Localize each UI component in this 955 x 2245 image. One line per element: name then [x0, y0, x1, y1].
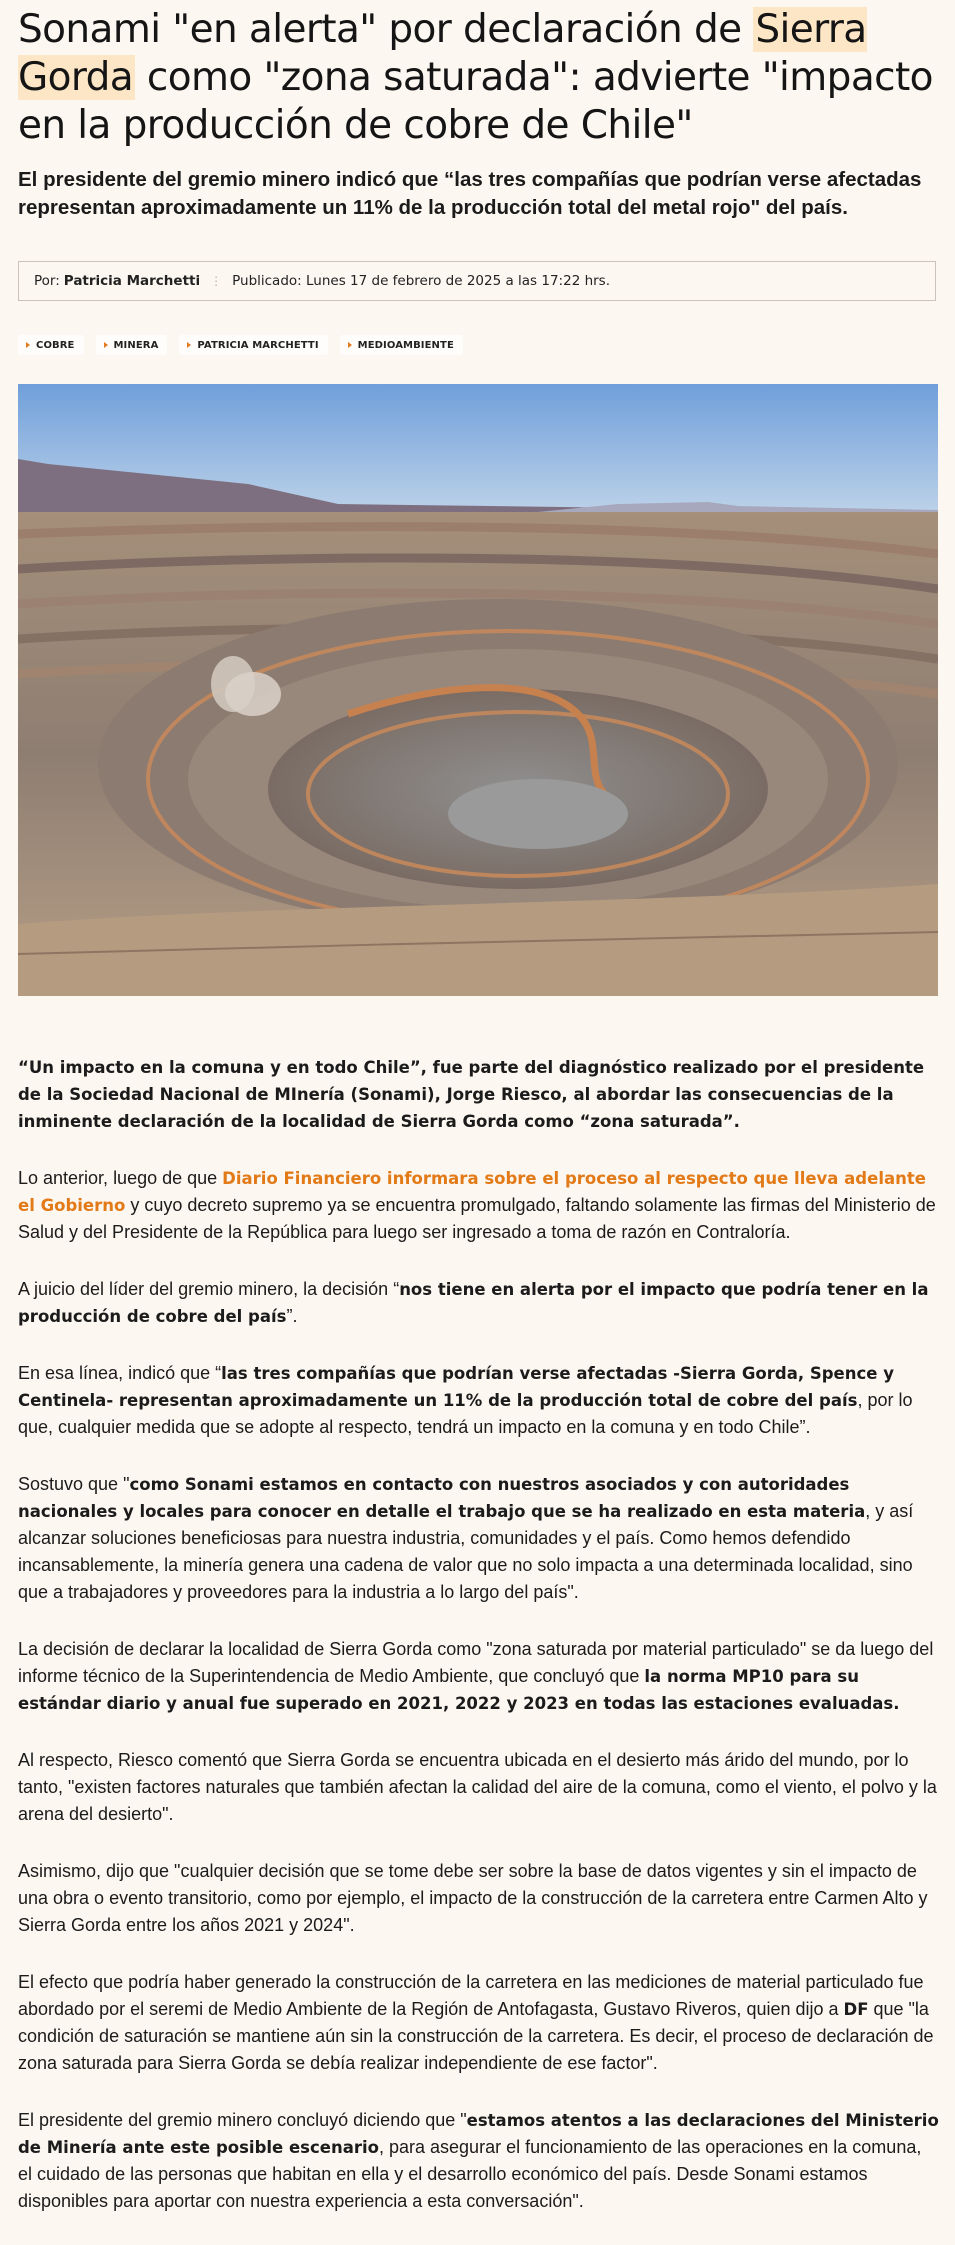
paragraph-text: que "la condición de saturación se mantiene aún sin la construcción de la carretera. Es decir, el proceso de declaración de zona saturada para Sierra Gorda se debía realizar independiente de ese factor".	[18, 1999, 934, 2073]
tag-label: COBRE	[36, 339, 75, 351]
triangle-icon	[348, 342, 352, 348]
paragraph-7: Al respecto, Riesco comentó que Sierra Gorda se encuentra ubicada en el desierto más árido del mundo, por lo tanto, "existen factores naturales que también afectan la calidad del aire de la comuna, como el viento, el polvo y la arena del desierto".	[18, 1750, 937, 1824]
paragraph-2	[18, 1165, 940, 1246]
tag-patricia-marchetti[interactable]	[179, 335, 327, 355]
open-pit-mine-photo	[18, 384, 938, 996]
tag-minera[interactable]	[96, 335, 168, 355]
publish-date: Publicado: Lunes 17 de febrero de 2025 a las 17:22 hrs.	[232, 273, 611, 289]
paragraph-3	[18, 1276, 940, 1330]
paragraph-8: Asimismo, dijo que "cualquier decisión que se tome debe ser sobre la base de datos vigentes y sin el impacto de una obra o evento transitorio, como por ejemplo, el impacto de la construcción de la carretera entre Carmen Alto y Sierra Gorda entre los años 2021 y 2024".	[18, 1861, 928, 1935]
bold-text: las tres compañías que podrían verse afectadas -Sierra Gorda, Spence y Centinela- representan aproximadamente un 11% de la producción total de cobre del país	[18, 1364, 894, 1410]
author-prefix: Por:	[34, 273, 60, 289]
paragraph-4	[18, 1360, 940, 1441]
paragraph-text: , y así alcanzar soluciones beneficiosas para nuestra industria, comunidades y el país. Como hemos defendido incansablemente, la minería genera una cadena de valor que no solo impacta a una determinada localidad, sino que a trabajadores y proveedores para la industria a lo largo del país".	[18, 1501, 914, 1602]
tag-label: MINERA	[113, 339, 159, 351]
bold-text: estamos atentos a las declaraciones del Ministerio de Minería ante este posible escenario	[18, 2111, 939, 2157]
tag-label: MEDIOAMBIENTE	[357, 339, 454, 351]
paragraph-text: , por lo que, cualquier medida que se adopte al respecto, tendrá un impacto en la comuna y en todo Chile”.	[18, 1390, 913, 1437]
article-title	[18, 6, 938, 150]
paragraph-text: A juicio del líder del gremio minero, la decisión “	[18, 1279, 400, 1299]
bold-text: nos tiene en alerta por el impacto que podría tener en la producción de cobre del país	[18, 1280, 929, 1326]
bold-text: “Un impacto en la comuna y en todo Chile”, fue parte del diagnóstico realizado por el presidente de la Sociedad Nacional de MInería (Sonami), Jorge Riesco, al abordar las consecuencias de la inminente declaración de la localidad de Sierra Gorda como “zona saturada”.	[18, 1058, 925, 1131]
paragraph-text: El efecto que podría haber generado la construcción de la carretera en las mediciones de material particulado fue abordado por el seremi de Medio Ambiente de la Región de Antofagasta, Gustavo Riveros, quien dijo a	[18, 1972, 924, 2019]
byline	[18, 261, 936, 301]
byline-separator: ⋮	[210, 274, 223, 288]
bold-text: la norma MP10 para su estándar diario y anual fue superado en 2021, 2022 y 2023 en todas las estaciones evaluadas.	[18, 1667, 900, 1713]
triangle-icon	[104, 342, 108, 348]
paragraph-6	[18, 1636, 940, 1717]
paragraph-text: y cuyo decreto supremo ya se encuentra promulgado, faltando solamente las firmas del Ministerio de Salud y del Presidente de la República para luego ser ingresado a toma de razón en Contraloría.	[18, 1195, 936, 1242]
paragraph-text: En esa línea, indicó que “	[18, 1363, 222, 1383]
tag-medioambiente[interactable]	[340, 335, 463, 355]
triangle-icon	[26, 342, 30, 348]
title-highlight: Sierra Gorda	[18, 7, 867, 100]
title-text-start: Sonami "en alerta" por declaración de	[18, 7, 754, 52]
df-article-link[interactable]: Diario Financiero informara sobre el proceso al respecto que lleva adelante el Gobierno	[18, 1169, 926, 1215]
paragraph-5	[18, 1471, 940, 1606]
tag-cobre[interactable]	[18, 335, 84, 355]
bold-text: como Sonami estamos en contacto con nuestros asociados y con autoridades nacionales y locales para conocer en detalle el trabajo que se ha realizado en esta materia	[18, 1475, 866, 1521]
triangle-icon	[187, 342, 191, 348]
article-subtitle: El presidente del gremio minero indicó que “las tres compañías que podrían verse afectadas representan aproximadamente un 11% de la producción total del metal rojo" del país.	[18, 168, 922, 219]
paragraph-text: Lo anterior, luego de que	[18, 1168, 223, 1188]
title-text-end: como "zona saturada": advierte "impacto en la producción de cobre de Chile"	[18, 55, 933, 148]
article-body	[18, 1054, 940, 2245]
paragraph-text: El presidente del gremio minero concluyó diciendo que "	[18, 2110, 467, 2130]
paragraph-9	[18, 1969, 940, 2077]
hero-image	[18, 384, 938, 996]
paragraph-text: ”.	[286, 1306, 298, 1326]
tag-label: PATRICIA MARCHETTI	[197, 339, 319, 351]
paragraph-text: , para asegurar el funcionamiento de las operaciones en la comuna, el cuidado de las personas que habitan en ella y el desarrollo económico del país. Desde Sonami estamos disponibles para aportar con nuestra experiencia a esta conversación".	[18, 2137, 922, 2211]
bold-text: DF	[843, 2000, 869, 2019]
paragraph-text: Sostuvo que "	[18, 1474, 130, 1494]
paragraph-text: La decisión de declarar la localidad de Sierra Gorda como "zona saturada por material particulado" se da luego del informe técnico de la Superintendencia de Medio Ambiente, que concluyó que	[18, 1639, 934, 1686]
tag-list	[18, 335, 463, 355]
author-name[interactable]: Patricia Marchetti	[63, 273, 201, 289]
paragraph-1	[18, 1054, 940, 1135]
paragraph-10	[18, 2107, 940, 2215]
